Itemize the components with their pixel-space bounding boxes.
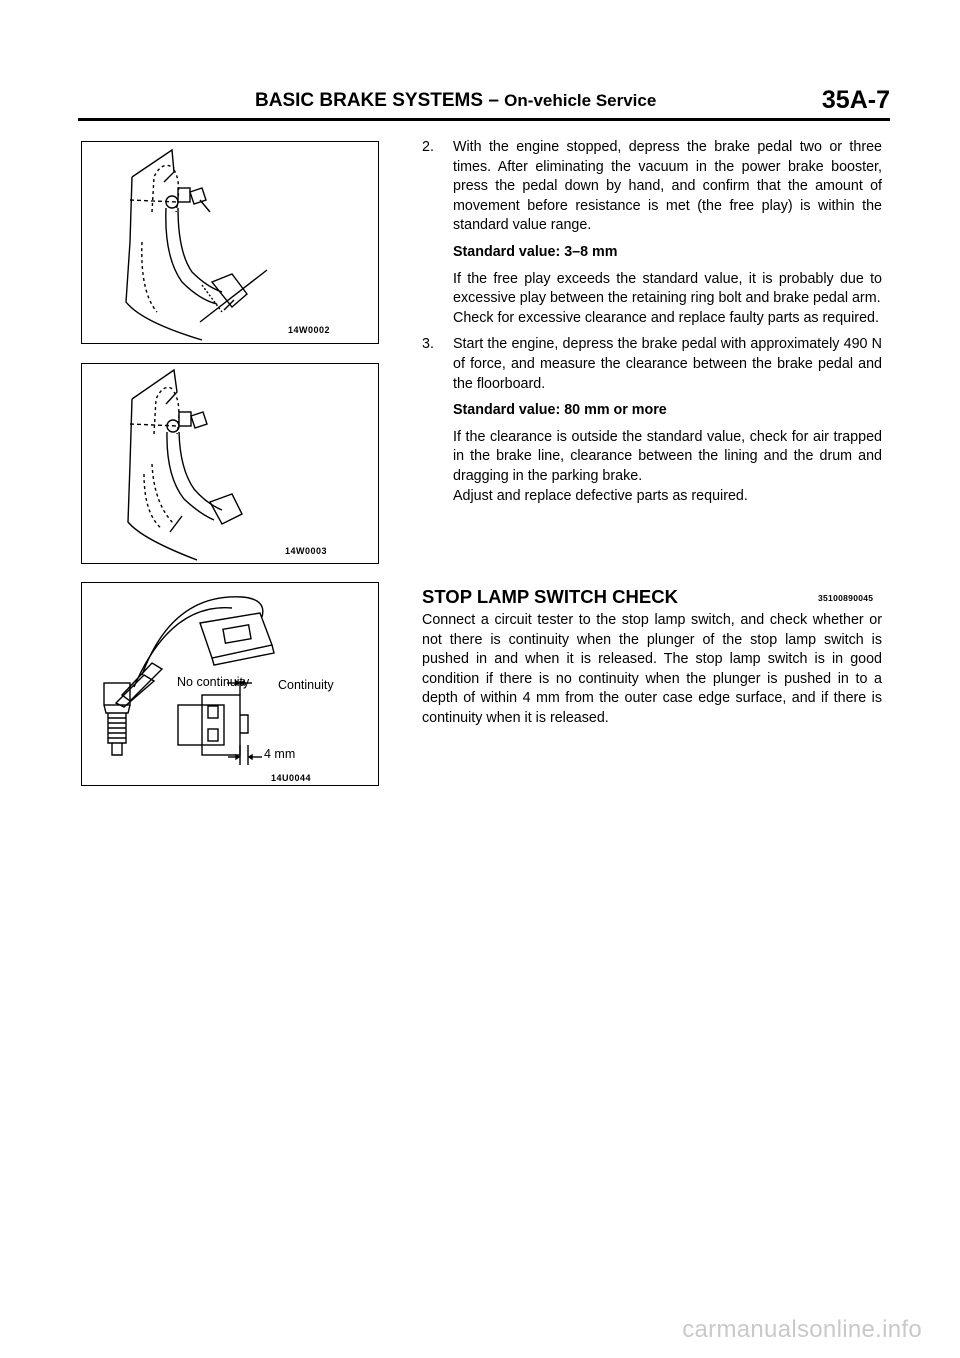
procedure-steps (422, 138, 882, 513)
header-rule (78, 118, 890, 121)
pedal-free-play-illustration (82, 142, 380, 345)
figure-code: 14U0044 (271, 773, 312, 783)
step-note: If the free play exceeds the standard value, it is probably due to excessive play between the retaining ring bolt and brake pedal arm. (453, 270, 882, 307)
step-number: 2. (422, 139, 434, 155)
section-body: Connect a circuit tester to the stop lamp switch, and check whether or not there is continuity when the plunger of the stop lamp switch is pushed in and when it is released. The stop lamp switch is in good condition if there is no continuity when the plunger is pushed in to a depth of within 4 mm from the outer case edge surface, and if there is continuity when it is released. (422, 612, 882, 726)
page-number: 35A-7 (821, 86, 890, 114)
figure-stop-lamp-switch (81, 582, 379, 786)
pedal-clearance-illustration (82, 364, 380, 565)
standard-value: Standard value: 3–8 mm (453, 243, 618, 260)
step-text: With the engine stopped, depress the brake pedal two or three times. After eliminating the vacuum in the power brake booster, press the pedal down by hand, and confirm that the amount of movement before resistance is met (the free play) is within the standard value range. (453, 139, 882, 234)
figure-code: 14W0002 (288, 325, 331, 335)
page-header (78, 86, 890, 122)
step-3 (422, 335, 882, 506)
figure-pedal-free-play (81, 141, 379, 344)
page-title (255, 90, 656, 112)
step-number: 3. (422, 336, 434, 353)
figure-pedal-clearance (81, 363, 379, 564)
step-note: If the clearance is outside the standard value, check for air trapped in the brake line, clearance between the lining and the drum and dragging in the parking brake. (453, 428, 882, 484)
title-dash: – (488, 90, 499, 111)
step-note-2: Check for excessive clearance and replace faulty parts as required. (453, 309, 879, 326)
standard-value: Standard value: 80 mm or more (453, 402, 667, 419)
section-code: 35100890045 (818, 593, 874, 603)
section-subtitle: On-vehicle Service (504, 91, 657, 110)
label-no-continuity: No continuity (177, 675, 250, 689)
figure-code: 14W0003 (285, 546, 328, 556)
step-2 (422, 138, 882, 328)
step-note-2: Adjust and replace defective parts as required. (453, 487, 748, 504)
step-text: Start the engine, depress the brake pedal with approximately 490 N of force, and measure the clearance between the brake pedal and the floorboard. (453, 336, 882, 392)
section-title: BASIC BRAKE SYSTEMS (255, 90, 484, 111)
label-depth: 4 mm (264, 747, 296, 761)
label-continuity: Continuity (278, 678, 334, 692)
watermark: carmanualsonline.info (682, 1316, 922, 1343)
section-heading: STOP LAMP SWITCH CHECK (422, 586, 678, 607)
